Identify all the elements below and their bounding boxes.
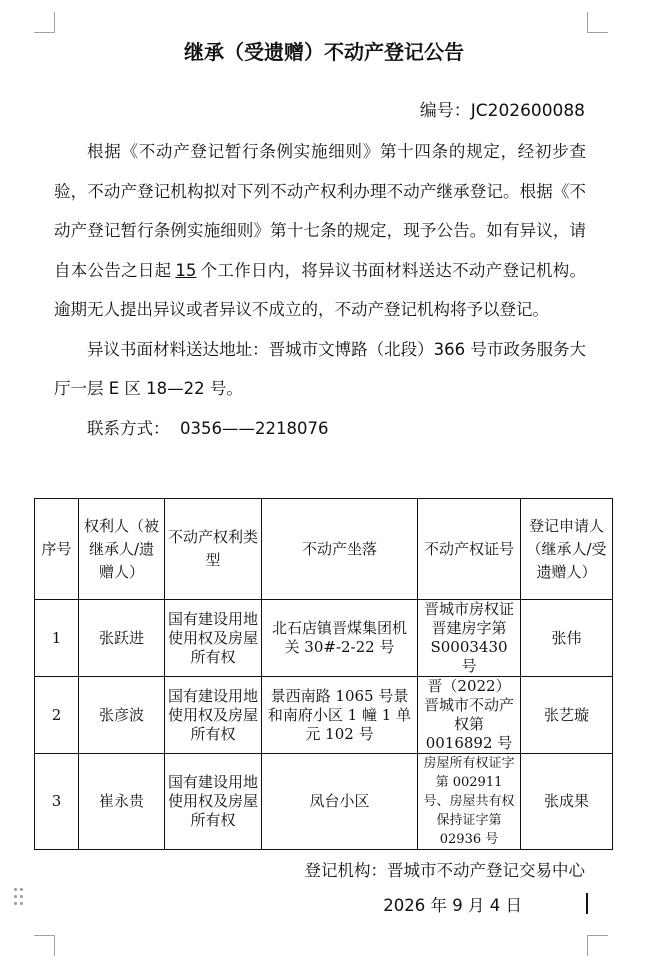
document-number bbox=[420, 96, 585, 121]
cell-location: 景西南路 1065 号景和南府小区 1 幢 1 单元 102 号 bbox=[262, 677, 418, 754]
cell-index: 3 bbox=[35, 754, 79, 850]
cell-location: 凤台小区 bbox=[262, 754, 418, 850]
header-right-type: 不动产权利类型 bbox=[165, 499, 262, 600]
cell-applicant: 张艺璇 bbox=[521, 677, 613, 754]
cell-index: 2 bbox=[35, 677, 79, 754]
table-row bbox=[35, 600, 613, 677]
cell-right-type: 国有建设用地使用权及房屋所有权 bbox=[165, 600, 262, 677]
cell-right-type: 国有建设用地使用权及房屋所有权 bbox=[165, 677, 262, 754]
page-corner-top-left bbox=[34, 12, 55, 33]
contact-phone: 0356——2218076 bbox=[180, 418, 329, 438]
cell-location: 北石店镇晋煤集团机关 30#-2-22 号 bbox=[262, 600, 418, 677]
cell-applicant: 张伟 bbox=[521, 600, 613, 677]
table-row bbox=[35, 677, 613, 754]
document-number-label: 编号： bbox=[419, 101, 471, 121]
paragraph-legal-basis bbox=[54, 132, 586, 330]
cell-certificate: 晋城市房权证晋建房字第 S0003430 号 bbox=[418, 600, 521, 677]
cell-index: 1 bbox=[35, 600, 79, 677]
table-header-row bbox=[35, 499, 613, 600]
paragraph-legal-basis-part2: 个工作日内，将异议书面材料送达不动产登记机构。逾期无人提出异议或者异议不成立的，不动产登记机构将予以登记。 bbox=[54, 260, 587, 319]
cell-holder: 张彦波 bbox=[79, 677, 165, 754]
objection-days: 15 bbox=[175, 260, 197, 280]
page-corner-bottom-right bbox=[587, 935, 608, 956]
header-location: 不动产坐落 bbox=[262, 499, 418, 600]
registration-authority: 登记机构：晋城市不动产登记交易中心 bbox=[304, 861, 585, 880]
table-row bbox=[35, 754, 613, 850]
contact-line bbox=[54, 409, 586, 449]
document-number-value: JC202600088 bbox=[470, 101, 585, 121]
cell-certificate: 晋（2022）晋城市不动产权第 0016892 号 bbox=[418, 677, 521, 754]
header-holder: 权利人（被继承人/遗赠人） bbox=[79, 499, 165, 600]
paragraph-legal-basis-part1: 根据《不动产登记暂行条例实施细则》第十四条的规定，经初步查验，不动产登记机构拟对下列不动产权利办理不动产继承登记。根据《不动产登记暂行条例实施细则》第十七条的规定，现予公告。如有异议，请自本公告之日起 bbox=[54, 142, 586, 280]
document-body bbox=[54, 132, 586, 448]
cell-certificate: 房屋所有权证字第 002911 号、房屋共有权保持证字第 02936 号 bbox=[418, 754, 521, 850]
drag-handle-icon[interactable] bbox=[14, 888, 24, 906]
text-cursor bbox=[586, 893, 588, 914]
cell-holder: 张跃进 bbox=[79, 600, 165, 677]
page-corner-bottom-left bbox=[34, 935, 55, 956]
announcement-date: 2026 年 9 月 4 日 bbox=[383, 896, 522, 915]
cell-holder: 崔永贵 bbox=[79, 754, 165, 850]
property-table bbox=[34, 498, 613, 850]
header-index: 序号 bbox=[35, 499, 79, 600]
page-corner-top-right bbox=[587, 12, 608, 33]
header-applicant: 登记申请人（继承人/受遗赠人） bbox=[521, 499, 613, 600]
header-certificate: 不动产权证号 bbox=[418, 499, 521, 600]
cell-applicant: 张成果 bbox=[521, 754, 613, 850]
document-title: 继承（受遗赠）不动产登记公告 bbox=[184, 40, 464, 64]
paragraph-objection-address: 异议书面材料送达地址：晋城市文博路（北段）366 号市政务服务大厅一层 E 区 18—22 号。 bbox=[54, 339, 586, 398]
cell-right-type: 国有建设用地使用权及房屋所有权 bbox=[165, 754, 262, 850]
contact-label: 联系方式： bbox=[87, 418, 170, 438]
